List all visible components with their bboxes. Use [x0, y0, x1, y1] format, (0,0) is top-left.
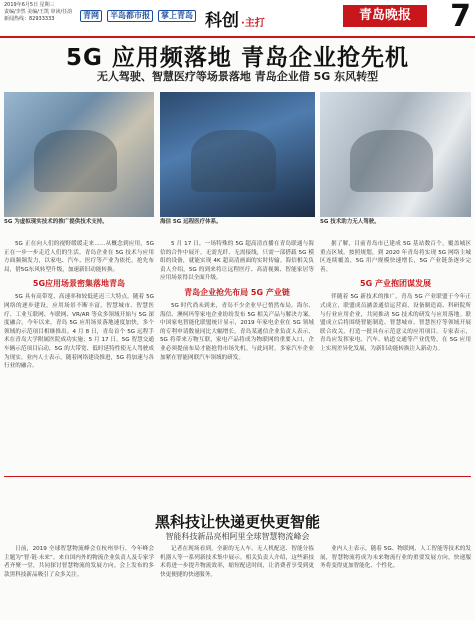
page-header — [0, 0, 475, 38]
logo-zhangshang: 掌上青岛 — [158, 10, 196, 22]
second-subheadline: 智能科技新品亮相阿里全球智慧物流峰会 — [165, 532, 310, 541]
editor-credits: 责编/李然 美编/王凯 审读/任韵 — [4, 9, 73, 15]
photo-caption: 海信 5G 远程医疗体系。 — [160, 219, 222, 225]
section-title — [205, 6, 265, 31]
partner-logos — [80, 10, 196, 22]
logo-qingwang: 青网 — [80, 10, 102, 22]
article-paragraph: 5G 时代尚未到来，青岛不少企业早已悄然布局。海尔、海信、澳柯玛等家电企业纷纷发布 5G 相关产品与解决方案。中国家电智能化联盟统计显示，2019 年家电企业在 5G 领域的专利申请数量同比大幅增长。青岛某通信企业负责人表示，5G 将带来万物互联，家电产品将成为物联网的重要入口，企业必须提前布局才能抢得市场先机。与此同时，多家汽车企业加紧在智能网联汽车领域的研发。 — [160, 302, 314, 361]
main-subheadline: 无人驾驶、智慧医疗等场景落地 青岛企业借 5G 东风转型 — [96, 70, 379, 83]
second-article-column-2 — [160, 545, 314, 617]
header-meta — [4, 2, 72, 23]
article-subhead: 5G 产业抱团谋发展 — [360, 279, 431, 289]
vr-image — [4, 92, 154, 217]
news-hotline: 新闻热线：82933333 — [4, 16, 55, 22]
article-paragraph: 据了解，目前青岛市已建成 5G 基站数百个，覆盖城区重点区域。按照规划，到 2020 年青岛将实现 5G 网络主城区连续覆盖，5G 用户规模快速增长，5G 产业链条逐步完善。 — [320, 241, 471, 273]
second-headline: 黑科技让快递更快更智能 — [154, 513, 320, 531]
medical-image — [160, 92, 315, 217]
article-paragraph: 日前，2019 全球智慧物流峰会在杭州举行，今年峰会主题为“智·链·未来”。来自国内外的物流企业负责人及专家学者齐聚一堂，共同探讨智慧物流的发展方向。会上发布的多款黑科技新品吸引了众多关注。 — [4, 546, 154, 578]
photo-caption: 5G 技术助力无人驾驶。 — [320, 219, 380, 225]
newspaper-brand: 青岛晚报 — [343, 5, 427, 27]
photo-remote-medical — [160, 92, 315, 236]
section-divider — [4, 476, 471, 477]
article-paragraph: 伴随着 5G 新技术的推广，青岛 5G 产业联盟于今年正式成立，联盟成员涵盖通信运营商、设备制造商、科研院所与行业应用企业，共同推动 5G 技术的研发与应用落地。联盟成立后将围绕智能制造、智慧城市、智慧医疗等领域开展联合攻关，打造一批具有示范意义的应用项目。专家表示，青岛应发挥家电、汽车、轨道交通等产业优势，在 5G 应用上实现差异化发展，为新旧动能转换注入新动力。 — [320, 294, 471, 352]
photo-caption: 5G 为虚拟现实技术的推广提供技术支持。 — [4, 219, 108, 225]
second-article-column-1 — [4, 545, 154, 617]
article-paragraph: 业内人士表示，随着 5G、物联网、人工智能等技术的发展，智慧物流将成为未来物流行业的重要发展方向，快递服务将变得更加智能化、个性化。 — [320, 546, 471, 570]
article-paragraph: 5G 正在向人们的视野缓缓走来……从概念到应用，5G正在一步一步走近人们的生活。青岛企业在 5G 技术与应用方面频频发力，以家电、汽车、医疗等产业为依托，抢先布局，借5G东风转型升级，加速新旧动能转换。 — [4, 241, 154, 273]
article-paragraph: 5 月 17 日，一场特殊的 5G 超高清直播在青岛联通与海信的合作中展开。无需光纤、无需接线，只需一部搭载 5G 模组的设备，就能实现 4K 超高清画面的实时传输。海信相关负责人介绍，5G 的到来将让远程医疗、高清视频、智能家居等应用场景得以全面升级。 — [160, 241, 314, 282]
article-subhead: 5G应用场景密集落地青岛 — [32, 279, 126, 289]
page-number: 7 — [450, 0, 471, 34]
section-name: 科创 — [205, 11, 239, 31]
second-article-column-3 — [320, 545, 471, 617]
section-tag: ·主打 — [241, 18, 265, 29]
issue-date: 2019年6月5日 星期三 — [4, 2, 55, 8]
article-paragraph: 记者在现场看到，全新的无人车、无人机配送、智能分拣机器人等一系列新技术集中展示。相关负责人介绍，这些新技术将进一步提升物流效率，缩短配送时间，让消费者享受到更快更便捷的快递服务。 — [160, 546, 314, 578]
main-headline: 5G 应用频落地 青岛企业抢先机 — [66, 45, 409, 71]
photo-driverless — [320, 92, 471, 236]
article-subhead: 青岛企业抢先布局 5G 产业链 — [184, 287, 290, 297]
photo-vr — [4, 92, 154, 236]
logo-bandao: 半岛都市报 — [107, 10, 153, 22]
driverless-image — [320, 92, 471, 217]
article-paragraph: 5G 具有高带宽、高速率和较低延迟三大特点。随着 5G 网络的逐步建设，应用场景不断丰富，智慧城市、智慧医疗、工业互联网、车联网、VR/AR 等众多领域开始与 5G 深度融合。今年以来，青岛 5G 应用场景落地速度加快，多个领域的示范项目相继推出。4 月 8 日，青岛首个 5G 远程手术在青岛大学附属医院成功实施；5 月 17 日，5G 智慧交通车辆示范项目启动，5G 的大带宽、低时延特性使无人驾驶成为现实。业内人士表示，随着网络建设推进，5G 将加速与各行业的融合。 — [4, 294, 154, 370]
